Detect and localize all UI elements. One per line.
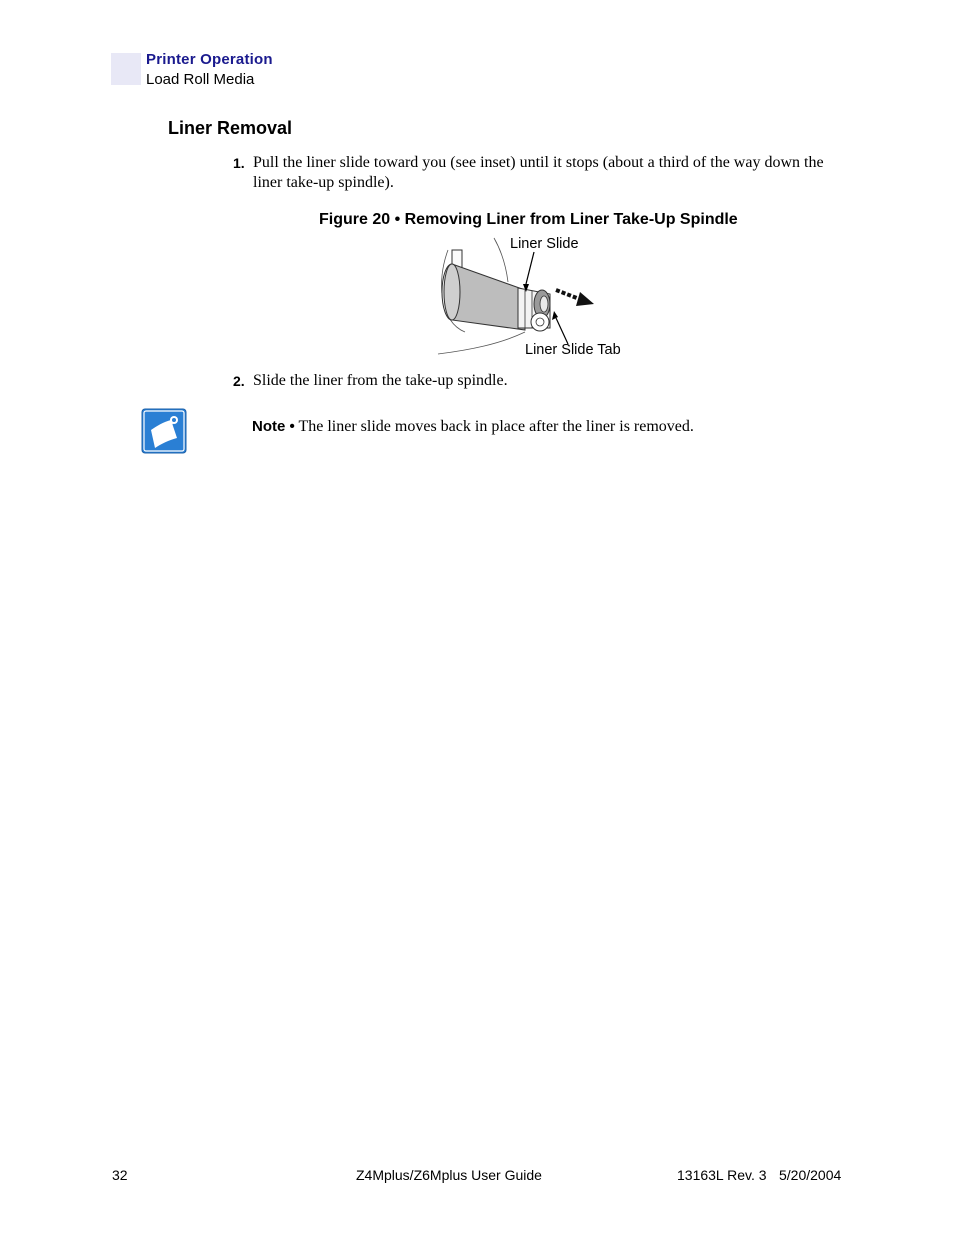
step-1-number: 1. — [233, 155, 245, 171]
note-icon — [141, 408, 187, 454]
callout-liner-slide: Liner Slide — [510, 236, 579, 252]
figure-caption: Figure 20 • Removing Liner from Liner Take-Up Spindle — [319, 211, 738, 228]
section-title: Load Roll Media — [146, 71, 255, 88]
pull-direction-arrow — [556, 290, 594, 306]
callout-liner-slide-tab: Liner Slide Tab — [525, 342, 621, 358]
step-1-line-2: liner take-up spindle). — [253, 174, 394, 191]
header-tab-marker — [111, 53, 141, 85]
chapter-title: Printer Operation — [146, 51, 273, 68]
note-text: The liner slide moves back in place after the liner is removed. — [298, 418, 694, 435]
frame-arc-bottom — [438, 332, 525, 354]
step-1-line-1: Pull the liner slide toward you (see inset) until it stops (about a third of the way down the — [253, 154, 824, 171]
footer-date: 5/20/2004 — [779, 1167, 842, 1183]
frame-arc-top — [494, 238, 508, 282]
liner-slide-pointer — [526, 252, 534, 284]
page-heading: Liner Removal — [168, 118, 293, 138]
footer-page-number: 32 — [112, 1167, 128, 1183]
liner-roll — [452, 264, 525, 330]
step-2-text: Slide the liner from the take-up spindle. — [253, 372, 508, 389]
liner-slide-tab-pointer — [556, 318, 568, 344]
note-label: Note • — [252, 418, 295, 435]
footer-doc-id: 13163L Rev. 3 — [677, 1167, 767, 1183]
footer-guide-title: Z4Mplus/Z6Mplus User Guide — [356, 1167, 542, 1183]
step-1-text — [253, 153, 853, 193]
step-2-number: 2. — [233, 373, 245, 389]
note — [252, 418, 694, 436]
